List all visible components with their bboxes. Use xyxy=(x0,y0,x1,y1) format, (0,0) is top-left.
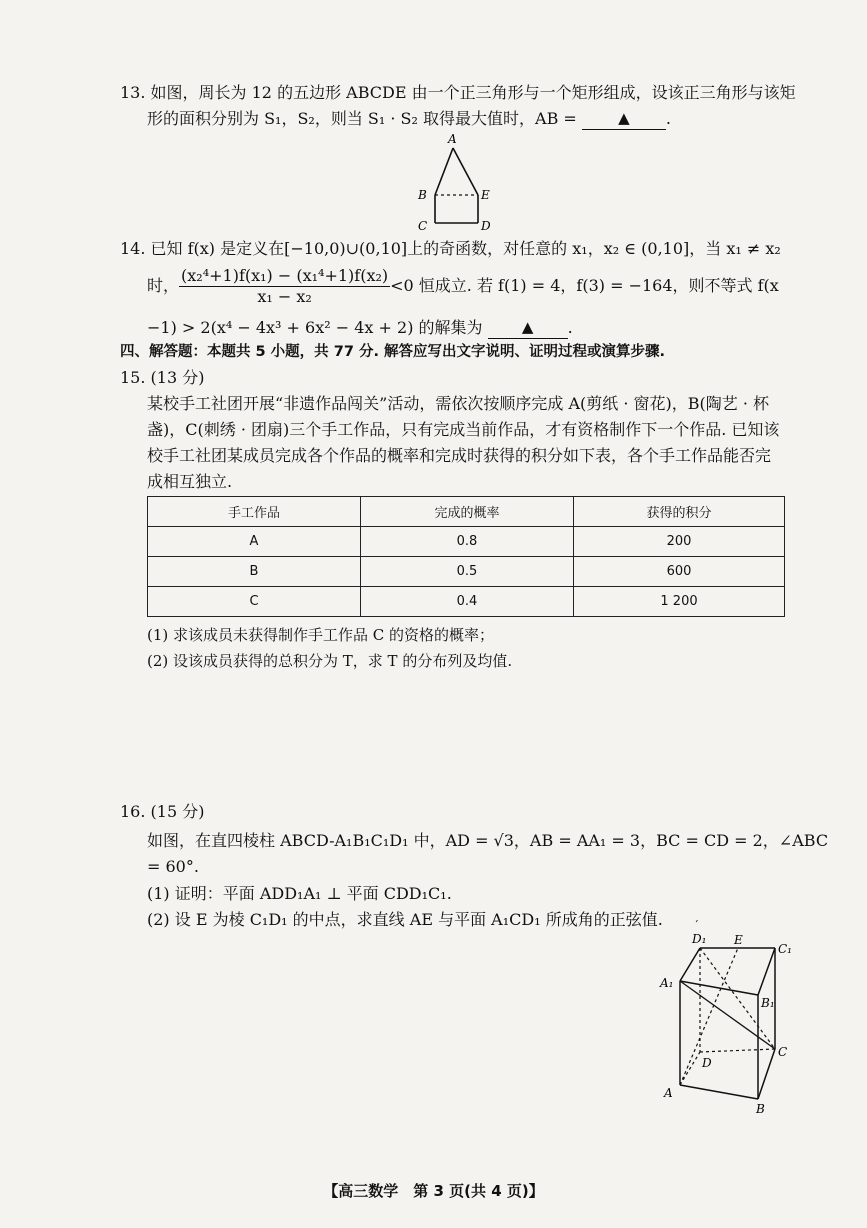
q16-head: 16. (15 分) xyxy=(120,802,205,821)
label-a: A xyxy=(664,1086,673,1100)
q16-para-line2: = 60°. xyxy=(147,857,199,876)
q14-fraction-numerator: (x₂⁴+1)f(x₁) − (x₁⁴+1)f(x₂) xyxy=(181,266,389,285)
table-cell: 600 xyxy=(574,557,785,587)
prism-figure xyxy=(650,915,800,1120)
q15-sub1: (1) 求该成员未获得制作手工作品 C 的资格的概率； xyxy=(147,626,495,644)
table-cell: 0.5 xyxy=(361,557,574,587)
label-c1: C₁ xyxy=(778,942,792,956)
label-c: C xyxy=(418,219,428,233)
table-cell: 200 xyxy=(574,527,785,557)
q16-para-line1: 如图，在直四棱柱 ABCD-A₁B₁C₁D₁ 中，AD = √3，AB = AA₁ = 3，BC = CD = 2，∠ABC xyxy=(147,831,829,850)
table-cell: C xyxy=(148,587,361,617)
q14-fraction xyxy=(179,266,390,307)
q13-line2-end: . xyxy=(665,109,672,128)
score-table xyxy=(147,496,785,617)
label-a: A xyxy=(448,132,457,146)
table-row xyxy=(148,587,785,617)
q13-line2-text: 形的面积分别为 S₁，S₂，则当 S₁ · S₂ 取得最大值时，AB = xyxy=(147,109,577,128)
table-row xyxy=(148,557,785,587)
table-header-cell: 获得的积分 xyxy=(574,497,785,527)
pentagon-figure xyxy=(405,128,505,234)
table-row xyxy=(148,527,785,557)
q13-line2 xyxy=(147,107,671,130)
table-cell: A xyxy=(148,527,361,557)
table-header-row xyxy=(148,497,785,527)
label-e: E xyxy=(734,933,743,947)
page-footer: 【高三数学 第 3 页(共 4 页)】 xyxy=(323,1182,544,1200)
q16-sub2: (2) 设 E 为棱 C₁D₁ 的中点，求直线 AE 与平面 A₁CD₁ 所成角的正弦值. xyxy=(147,910,663,929)
q14-answer-blank xyxy=(488,316,568,339)
label-b1: B₁ xyxy=(761,996,775,1010)
q14-line3-text: −1) > 2(x⁴ − 4x³ + 6x² − 4x + 2) 的解集为 xyxy=(147,318,483,337)
q16-sub1: (1) 证明：平面 ADD₁A₁ ⊥ 平面 CDD₁C₁. xyxy=(147,884,452,903)
q14-line3 xyxy=(147,316,573,339)
q15-para-line3: 校手工社团某成员完成各个作品的概率和完成时获得的积分如下表，各个手工作品能否完 xyxy=(147,446,772,465)
q14-line2 xyxy=(147,266,779,307)
q14-line3-end: . xyxy=(567,318,573,337)
label-d: D xyxy=(702,1056,712,1070)
stray-mark: ʼ xyxy=(695,920,698,930)
q15-para-line1: 某校手工社团开展“非遗作品闯关”活动，需依次按顺序完成 A(剪纸 · 窗花)，B(陶艺 · 杯 xyxy=(147,394,770,413)
q14-line1: 14. 已知 f(x) 是定义在[−10,0)∪(0,10]上的奇函数，对任意的 x₁，x₂ ∈ (0,10]，当 x₁ ≠ x₂ xyxy=(120,239,781,258)
q14-fraction-denominator: x₁ − x₂ xyxy=(257,287,312,306)
label-a1: A₁ xyxy=(660,976,674,990)
table-cell: B xyxy=(148,557,361,587)
label-b: B xyxy=(756,1102,765,1116)
table-cell: 0.8 xyxy=(361,527,574,557)
q13-line1: 13. 如图，周长为 12 的五边形 ABCDE 由一个正三角形与一个矩形组成，设该正三角形与该矩 xyxy=(120,83,796,102)
q15-para-line2: 盏)，C(刺绣 · 团扇)三个手工作品，只有完成当前作品，才有资格制作下一个作品. 已知该 xyxy=(147,420,780,439)
q15-head: 15. (13 分) xyxy=(120,368,205,387)
q13-answer-blank xyxy=(582,107,666,130)
q15-para-line4: 成相互独立. xyxy=(147,472,233,491)
q15-sub2: (2) 设该成员获得的总积分为 T，求 T 的分布列及均值. xyxy=(147,652,513,670)
table-header-cell: 完成的概率 xyxy=(361,497,574,527)
label-b: B xyxy=(418,188,427,202)
q14-line2-end: <0 恒成立. 若 f(1) = 4，f(3) = −164，则不等式 f(x xyxy=(390,276,779,295)
triangle-mark-icon: ▲ xyxy=(521,318,534,336)
label-d: D xyxy=(481,219,491,233)
label-c: C xyxy=(778,1045,788,1059)
label-e: E xyxy=(481,188,490,202)
label-d1: D₁ xyxy=(692,932,707,946)
section-heading: 四、解答题：本题共 5 小题，共 77 分. 解答应写出文字说明、证明过程或演算步骤. xyxy=(120,344,666,360)
triangle-mark-icon: ▲ xyxy=(618,109,630,127)
table-header-cell: 手工作品 xyxy=(148,497,361,527)
q14-line2-start: 时， xyxy=(147,276,180,295)
table-cell: 1 200 xyxy=(574,587,785,617)
table-cell: 0.4 xyxy=(361,587,574,617)
